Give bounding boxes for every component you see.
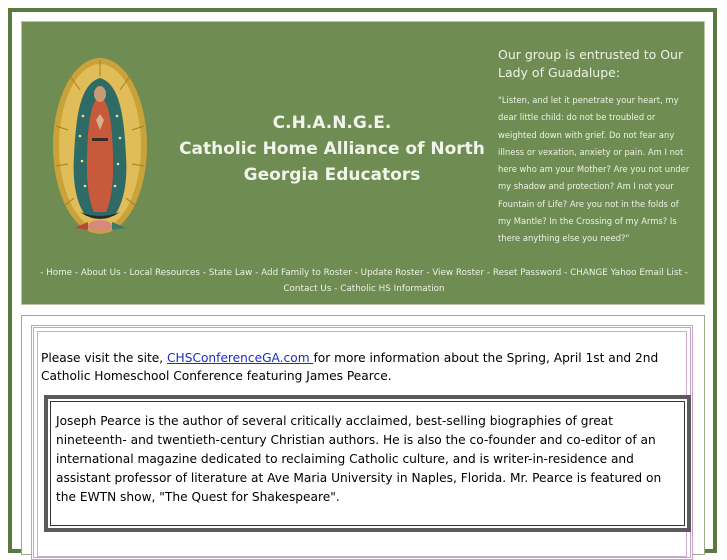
nav-state-law[interactable]: State Law: [208, 268, 253, 278]
content-frame: [31, 325, 693, 560]
guadalupe-quote: [498, 46, 694, 248]
page-inner: [12, 12, 713, 549]
nav-separator: -: [564, 268, 571, 278]
quote-heading: Our group is entrusted to Our Lady of Guadalupe:: [498, 47, 684, 80]
nav-separator: -: [40, 268, 47, 278]
intro-suffix: for more information about the Spring, April 1st and 2nd Catholic Homeschool Conference featuring James Pearce.: [41, 351, 659, 383]
nav-separator: -: [123, 268, 130, 278]
nav-local-resources[interactable]: Local Resources: [129, 268, 200, 278]
title-line-3: Georgia Educators: [243, 165, 421, 185]
nav-reset-password[interactable]: Reset Password: [492, 268, 562, 278]
conference-announcement: [41, 349, 681, 385]
nav-about-us[interactable]: About Us: [80, 268, 121, 278]
nav-separator: -: [202, 268, 209, 278]
title-acronym: C.H.A.N.G.E.: [272, 113, 392, 133]
nav-contact-us[interactable]: Contact Us: [283, 284, 332, 294]
quote-text: "Listen, and let it penetrate your heart, my dear little child: do not be troubled or weighted down with grief. Do not fear any illness or vexation, anxiety or pain. Am I not here who am your Mother? Are you not under my shadow and protection? Am I not your Fountain of Life? Are you not in the folds of my Mantle? In the Crossing of my Arms? Is there anything else you need?": [498, 95, 690, 244]
intro-prefix: Please visit the site,: [41, 351, 168, 365]
nav-separator: -: [684, 268, 688, 278]
main-nav: [34, 265, 694, 297]
nav-separator: -: [255, 268, 262, 278]
guadalupe-icon: [50, 56, 150, 236]
nav-separator: -: [334, 284, 341, 294]
nav-catholic-hs-information[interactable]: Catholic HS Information: [340, 284, 445, 294]
nav-update-roster[interactable]: Update Roster: [360, 268, 424, 278]
main-content: [21, 315, 705, 555]
site-header: [21, 21, 705, 305]
speaker-bio-box: [44, 395, 691, 532]
nav-change-yahoo-email-list[interactable]: CHANGE Yahoo Email List: [570, 268, 682, 278]
speaker-bio-text: Joseph Pearce is the author of several critically acclaimed, best-selling biographies of great nineteenth- and twentieth-century Christian authors. He is also the co-founder and co-editor of an international magazine dedicated to reclaiming Catholic culture, and is writer-in-residence and assistant professor of literature at Ave Maria University in Naples, Florida. Mr. Pearce is featured on the EWTN show, "The Quest for Shakespeare".: [56, 414, 662, 504]
title-line-2: Catholic Home Alliance of North: [179, 139, 485, 159]
nav-view-roster[interactable]: View Roster: [432, 268, 485, 278]
conference-link[interactable]: CHSConferenceGA.com: [167, 351, 314, 365]
nav-add-family-to-roster[interactable]: Add Family to Roster: [261, 268, 352, 278]
site-title: [177, 110, 487, 188]
nav-separator: -: [354, 268, 361, 278]
nav-separator: -: [74, 268, 81, 278]
our-lady-of-guadalupe-image: [50, 56, 150, 236]
nav-separator: -: [426, 268, 433, 278]
page-border: [8, 8, 717, 553]
nav-separator: -: [486, 268, 493, 278]
nav-home[interactable]: Home: [46, 268, 73, 278]
